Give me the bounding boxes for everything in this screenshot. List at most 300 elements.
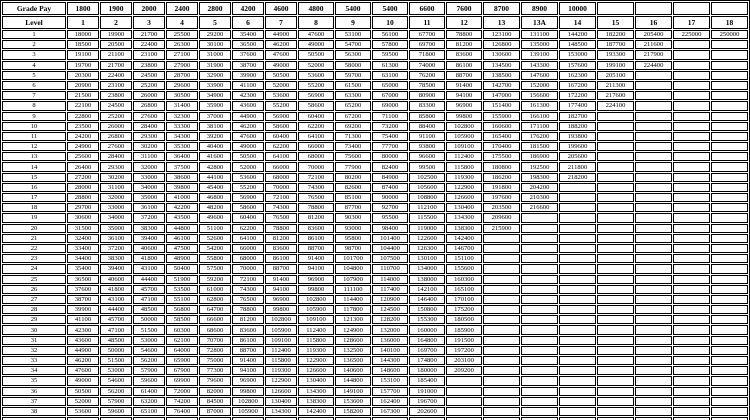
pay-cell bbox=[521, 407, 558, 416]
pay-cell bbox=[597, 183, 634, 192]
pay-cell: 76500 bbox=[265, 213, 297, 222]
table-row bbox=[2, 325, 748, 334]
pay-cell bbox=[521, 387, 558, 396]
pay-cell: 33400 bbox=[67, 244, 99, 253]
row-index: 38 bbox=[2, 407, 66, 416]
pay-cell: 57900 bbox=[100, 397, 132, 406]
row-index: 10 bbox=[2, 122, 66, 131]
pay-cell: 180800 bbox=[483, 162, 520, 171]
pay-cell: 38300 bbox=[133, 224, 165, 233]
pay-cell: 73200 bbox=[372, 122, 408, 131]
pay-cell: 132000 bbox=[372, 325, 408, 334]
pay-cell bbox=[559, 315, 596, 324]
pay-cell: 31100 bbox=[100, 183, 132, 192]
pay-cell: 83300 bbox=[409, 101, 445, 110]
pay-cell: 42200 bbox=[166, 203, 198, 212]
grade-pay-value bbox=[597, 2, 634, 15]
pay-cell: 50000 bbox=[133, 315, 165, 324]
pay-cell bbox=[597, 162, 634, 171]
pay-cell bbox=[711, 234, 748, 243]
pay-cell: 33000 bbox=[100, 203, 132, 212]
row-index: 27 bbox=[2, 295, 66, 304]
pay-cell bbox=[483, 397, 520, 406]
pay-cell: 37600 bbox=[67, 285, 99, 294]
pay-cell: 38300 bbox=[100, 254, 132, 263]
pay-cell: 81200 bbox=[298, 213, 334, 222]
pay-cell: 53100 bbox=[335, 30, 371, 39]
pay-cell: 88400 bbox=[409, 122, 445, 131]
pay-cell bbox=[635, 346, 672, 355]
pay-cell bbox=[483, 407, 520, 416]
level-value: 15 bbox=[597, 16, 634, 29]
pay-cell: 46200 bbox=[232, 122, 264, 131]
pay-cell: 43100 bbox=[100, 295, 132, 304]
pay-cell: 74300 bbox=[298, 183, 334, 192]
pay-cell: 25200 bbox=[133, 81, 165, 90]
pay-cell: 80900 bbox=[409, 91, 445, 100]
pay-cell bbox=[521, 315, 558, 324]
pay-cell: 105900 bbox=[265, 325, 297, 334]
pay-cell: 156600 bbox=[521, 91, 558, 100]
pay-cell: 28700 bbox=[166, 71, 198, 80]
pay-cell bbox=[711, 50, 748, 59]
pay-cell: 21100 bbox=[100, 50, 132, 59]
pay-cell: 101700 bbox=[335, 254, 371, 263]
pay-cell: 68000 bbox=[232, 254, 264, 263]
pay-cell: 99500 bbox=[409, 162, 445, 171]
pay-cell: 52000 bbox=[298, 61, 334, 70]
pay-cell: 69700 bbox=[409, 40, 445, 49]
pay-cell: 78500 bbox=[409, 81, 445, 90]
pay-cell: 119000 bbox=[409, 224, 445, 233]
pay-cell: 83600 bbox=[446, 50, 482, 59]
pay-cell: 211800 bbox=[559, 162, 596, 171]
pay-cell bbox=[673, 61, 710, 70]
pay-cell bbox=[483, 366, 520, 375]
pay-cell: 66000 bbox=[232, 244, 264, 253]
grade-pay-value: 7600 bbox=[446, 2, 482, 15]
pay-cell: 177400 bbox=[559, 101, 596, 110]
pay-cell: 105900 bbox=[298, 305, 334, 314]
pay-cell: 107900 bbox=[335, 275, 371, 284]
pay-cell: 65900 bbox=[166, 356, 198, 365]
pay-cell: 44100 bbox=[199, 173, 231, 182]
pay-cell: 70700 bbox=[199, 336, 231, 345]
pay-cell: 166100 bbox=[521, 112, 558, 121]
pay-cell: 91400 bbox=[298, 254, 334, 263]
pay-cell: 36100 bbox=[133, 203, 165, 212]
pay-cell: 42800 bbox=[199, 162, 231, 171]
pay-cell: 46200 bbox=[265, 40, 297, 49]
level-value: 13A bbox=[521, 16, 558, 29]
table-row bbox=[2, 387, 748, 396]
pay-cell bbox=[597, 325, 634, 334]
pay-cell: 31500 bbox=[67, 224, 99, 233]
pay-cell: 216600 bbox=[521, 203, 558, 212]
pay-cell: 23800 bbox=[100, 91, 132, 100]
level-value: 9 bbox=[335, 16, 371, 29]
pay-cell: 72100 bbox=[232, 275, 264, 284]
pay-cell: 209200 bbox=[446, 366, 482, 375]
pay-cell: 81200 bbox=[232, 315, 264, 324]
pay-cell: 93000 bbox=[335, 224, 371, 233]
pay-cell: 193800 bbox=[559, 132, 596, 141]
table-row bbox=[2, 142, 748, 151]
pay-cell: 60300 bbox=[166, 325, 198, 334]
pay-cell: 197200 bbox=[446, 346, 482, 355]
pay-cell: 82600 bbox=[335, 183, 371, 192]
pay-cell bbox=[521, 285, 558, 294]
pay-cell bbox=[635, 254, 672, 263]
pay-cell: 250000 bbox=[711, 30, 748, 39]
pay-cell bbox=[559, 407, 596, 416]
pay-cell: 160000 bbox=[409, 325, 445, 334]
pay-cell bbox=[635, 224, 672, 233]
pay-cell bbox=[711, 81, 748, 90]
pay-cell bbox=[483, 315, 520, 324]
pay-cell: 199600 bbox=[559, 142, 596, 151]
pay-cell: 71100 bbox=[372, 112, 408, 121]
pay-cell: 130100 bbox=[409, 254, 445, 263]
pay-cell: 62200 bbox=[232, 224, 264, 233]
pay-cell bbox=[559, 346, 596, 355]
pay-cell: 53600 bbox=[265, 91, 297, 100]
pay-cell: 182700 bbox=[559, 112, 596, 121]
table-row bbox=[2, 132, 748, 141]
pay-cell: 211600 bbox=[635, 40, 672, 49]
row-index: 17 bbox=[2, 193, 66, 202]
pay-cell: 102500 bbox=[409, 173, 445, 182]
pay-cell: 62800 bbox=[199, 295, 231, 304]
pay-cell: 30600 bbox=[67, 213, 99, 222]
pay-cell: 24200 bbox=[67, 132, 99, 141]
pay-cell bbox=[711, 336, 748, 345]
pay-cell: 174800 bbox=[409, 356, 445, 365]
pay-cell: 86100 bbox=[446, 61, 482, 70]
pay-cell bbox=[521, 376, 558, 385]
pay-cell bbox=[711, 162, 748, 171]
pay-cell: 36500 bbox=[232, 40, 264, 49]
pay-cell: 112100 bbox=[409, 203, 445, 212]
pay-cell: 32300 bbox=[166, 112, 198, 121]
grade-pay-value: 1800 bbox=[67, 2, 99, 15]
pay-cell: 119300 bbox=[298, 346, 334, 355]
pay-cell: 41100 bbox=[232, 81, 264, 90]
pay-cell: 22800 bbox=[67, 112, 99, 121]
pay-cell: 167200 bbox=[559, 81, 596, 90]
pay-cell bbox=[673, 81, 710, 90]
pay-cell: 39400 bbox=[100, 264, 132, 273]
row-index: 28 bbox=[2, 305, 66, 314]
pay-cell bbox=[711, 193, 748, 202]
pay-cell: 30100 bbox=[199, 40, 231, 49]
pay-cell bbox=[597, 122, 634, 131]
pay-cell: 37500 bbox=[166, 162, 198, 171]
pay-cell: 130400 bbox=[446, 203, 482, 212]
pay-cell: 126600 bbox=[298, 366, 334, 375]
pay-cell bbox=[597, 224, 634, 233]
pay-cell bbox=[673, 71, 710, 80]
pay-cell: 199100 bbox=[597, 61, 634, 70]
table-row bbox=[2, 162, 748, 171]
pay-cell bbox=[559, 305, 596, 314]
pay-cell: 57900 bbox=[133, 366, 165, 375]
pay-cell: 20300 bbox=[67, 71, 99, 80]
pay-cell bbox=[673, 112, 710, 121]
pay-cell: 138300 bbox=[298, 397, 334, 406]
table-row bbox=[2, 397, 748, 406]
pay-cell: 62200 bbox=[265, 142, 297, 151]
pay-cell: 59600 bbox=[100, 407, 132, 416]
pay-cell: 49000 bbox=[298, 40, 334, 49]
pay-cell: 44400 bbox=[100, 305, 132, 314]
pay-cell: 102800 bbox=[446, 122, 482, 131]
pay-cell: 81200 bbox=[265, 234, 297, 243]
pay-cell: 66000 bbox=[265, 162, 297, 171]
pay-cell: 47600 bbox=[232, 132, 264, 141]
pay-cell: 128200 bbox=[372, 315, 408, 324]
pay-cell bbox=[635, 122, 672, 131]
pay-cell: 44900 bbox=[67, 346, 99, 355]
row-index: 6 bbox=[2, 81, 66, 90]
pay-cell bbox=[559, 244, 596, 253]
pay-cell: 72100 bbox=[298, 173, 334, 182]
pay-cell: 80000 bbox=[372, 152, 408, 161]
pay-cell bbox=[446, 397, 482, 406]
pay-cell bbox=[559, 193, 596, 202]
pay-cell bbox=[673, 407, 710, 416]
pay-cell: 98700 bbox=[335, 244, 371, 253]
pay-cell: 44900 bbox=[265, 30, 297, 39]
row-index: 25 bbox=[2, 275, 66, 284]
pay-cell bbox=[483, 254, 520, 263]
row-index: 5 bbox=[2, 71, 66, 80]
table-row bbox=[2, 71, 748, 80]
pay-cell: 85800 bbox=[409, 112, 445, 121]
pay-cell bbox=[597, 173, 634, 182]
pay-cell: 39200 bbox=[199, 132, 231, 141]
pay-cell: 21700 bbox=[100, 61, 132, 70]
pay-cell: 126800 bbox=[483, 40, 520, 49]
pay-cell bbox=[711, 285, 748, 294]
pay-cell bbox=[673, 173, 710, 182]
pay-cell: 96900 bbox=[265, 295, 297, 304]
pay-cell: 73400 bbox=[335, 142, 371, 151]
pay-cell: 35300 bbox=[166, 142, 198, 151]
pay-cell: 58600 bbox=[265, 122, 297, 131]
pay-cell: 130400 bbox=[298, 376, 334, 385]
pay-cell bbox=[635, 387, 672, 396]
pay-cell bbox=[483, 234, 520, 243]
pay-cell bbox=[521, 325, 558, 334]
pay-cell bbox=[635, 173, 672, 182]
pay-cell: 169700 bbox=[409, 346, 445, 355]
row-index: 37 bbox=[2, 397, 66, 406]
pay-cell: 218200 bbox=[559, 173, 596, 182]
pay-cell bbox=[711, 366, 748, 375]
pay-cell: 46100 bbox=[166, 234, 198, 243]
pay-cell bbox=[483, 336, 520, 345]
table-row bbox=[2, 173, 748, 182]
pay-cell: 44800 bbox=[166, 224, 198, 233]
grade-pay-value: 8900 bbox=[521, 2, 558, 15]
pay-cell: 186900 bbox=[521, 152, 558, 161]
pay-cell: 82400 bbox=[372, 162, 408, 171]
pay-cell: 25600 bbox=[67, 152, 99, 161]
pay-cell bbox=[597, 397, 634, 406]
pay-cell: 193300 bbox=[597, 50, 634, 59]
level-value: 5 bbox=[199, 16, 231, 29]
pay-cell: 34900 bbox=[199, 91, 231, 100]
pay-cell: 49600 bbox=[199, 213, 231, 222]
grade-pay-value: 4600 bbox=[265, 2, 297, 15]
pay-cell: 147600 bbox=[521, 71, 558, 80]
pay-cell: 172200 bbox=[559, 91, 596, 100]
pay-cell bbox=[635, 264, 672, 273]
pay-cell: 37200 bbox=[133, 213, 165, 222]
pay-cell bbox=[673, 162, 710, 171]
pay-cell bbox=[521, 264, 558, 273]
grade-pay-value: 10000 bbox=[559, 2, 596, 15]
pay-cell: 56200 bbox=[100, 387, 132, 396]
pay-cell: 122600 bbox=[409, 234, 445, 243]
pay-cell bbox=[635, 91, 672, 100]
pay-cell: 41800 bbox=[133, 254, 165, 263]
grade-pay-value bbox=[635, 2, 672, 15]
grade-pay-value: 1900 bbox=[100, 2, 132, 15]
pay-cell bbox=[483, 295, 520, 304]
pay-cell: 134300 bbox=[446, 213, 482, 222]
pay-cell: 22100 bbox=[67, 101, 99, 110]
row-index: 14 bbox=[2, 162, 66, 171]
pay-cell: 99800 bbox=[265, 305, 297, 314]
pay-cell: 55800 bbox=[199, 254, 231, 263]
pay-cell: 32000 bbox=[100, 193, 132, 202]
pay-cell: 41600 bbox=[199, 152, 231, 161]
pay-cell bbox=[521, 275, 558, 284]
level-value: 10 bbox=[372, 16, 408, 29]
pay-cell: 198300 bbox=[521, 173, 558, 182]
pay-cell bbox=[635, 142, 672, 151]
table-row bbox=[2, 203, 748, 212]
pay-cell: 117400 bbox=[372, 285, 408, 294]
pay-cell bbox=[559, 203, 596, 212]
pay-cell bbox=[635, 132, 672, 141]
pay-cell: 56300 bbox=[335, 50, 371, 59]
pay-cell: 102800 bbox=[298, 295, 334, 304]
level-value: 2 bbox=[100, 16, 132, 29]
pay-cell bbox=[635, 356, 672, 365]
pay-cell: 117800 bbox=[335, 305, 371, 314]
pay-cell bbox=[635, 213, 672, 222]
level-value: 14 bbox=[559, 16, 596, 29]
level-value: 8 bbox=[298, 16, 334, 29]
pay-cell: 109100 bbox=[446, 142, 482, 151]
pay-cell: 161300 bbox=[521, 101, 558, 110]
pay-cell bbox=[597, 213, 634, 222]
pay-cell bbox=[711, 132, 748, 141]
level-row bbox=[2, 16, 748, 29]
pay-cell: 130600 bbox=[483, 50, 520, 59]
table-row bbox=[2, 224, 748, 233]
pay-cell: 88700 bbox=[446, 71, 482, 80]
pay-cell bbox=[673, 91, 710, 100]
row-index: 22 bbox=[2, 244, 66, 253]
pay-cell: 31100 bbox=[133, 152, 165, 161]
pay-cell: 84500 bbox=[199, 397, 231, 406]
pay-cell: 162400 bbox=[372, 397, 408, 406]
pay-cell: 56900 bbox=[298, 91, 334, 100]
pay-cell: 84900 bbox=[372, 173, 408, 182]
pay-cell: 64100 bbox=[232, 234, 264, 243]
pay-cell: 126300 bbox=[409, 244, 445, 253]
row-index: 26 bbox=[2, 285, 66, 294]
row-index: 13 bbox=[2, 152, 66, 161]
pay-cell: 30200 bbox=[100, 173, 132, 182]
pay-cell: 27200 bbox=[67, 173, 99, 182]
pay-cell bbox=[673, 213, 710, 222]
pay-cell: 47600 bbox=[298, 30, 334, 39]
pay-cell: 51900 bbox=[166, 275, 198, 284]
pay-cell: 144300 bbox=[372, 356, 408, 365]
row-index: 8 bbox=[2, 101, 66, 110]
pay-cell bbox=[483, 285, 520, 294]
pay-cell: 114000 bbox=[372, 275, 408, 284]
pay-cell bbox=[597, 315, 634, 324]
pay-cell bbox=[559, 183, 596, 192]
pay-cell: 83600 bbox=[232, 325, 264, 334]
table-row bbox=[2, 81, 748, 90]
pay-cell: 99800 bbox=[298, 285, 334, 294]
matrix-header bbox=[2, 2, 748, 29]
pay-cell bbox=[711, 91, 748, 100]
pay-cell: 104400 bbox=[372, 244, 408, 253]
pay-cell: 182200 bbox=[597, 30, 634, 39]
pay-cell: 23500 bbox=[67, 122, 99, 131]
pay-cell bbox=[483, 346, 520, 355]
pay-cell bbox=[559, 376, 596, 385]
pay-cell: 27600 bbox=[133, 112, 165, 121]
table-row bbox=[2, 234, 748, 243]
pay-cell: 205100 bbox=[597, 71, 634, 80]
pay-cell: 55200 bbox=[298, 81, 334, 90]
table-row bbox=[2, 356, 748, 365]
pay-cell: 67700 bbox=[409, 30, 445, 39]
pay-cell bbox=[446, 387, 482, 396]
pay-cell: 55200 bbox=[265, 101, 297, 110]
pay-cell: 94100 bbox=[446, 91, 482, 100]
pay-cell bbox=[711, 346, 748, 355]
pay-cell: 30500 bbox=[166, 91, 198, 100]
pay-cell: 41000 bbox=[166, 193, 198, 202]
pay-cell: 51500 bbox=[133, 325, 165, 334]
grade-pay-value: 4200 bbox=[232, 2, 264, 15]
pay-cell: 31400 bbox=[166, 101, 198, 110]
pay-cell: 70000 bbox=[298, 162, 334, 171]
pay-cell bbox=[597, 346, 634, 355]
pay-cell bbox=[635, 203, 672, 212]
pay-cell: 53500 bbox=[166, 285, 198, 294]
grade-pay-value: 2000 bbox=[133, 2, 165, 15]
pay-cell: 28400 bbox=[133, 122, 165, 131]
pay-cell: 87400 bbox=[372, 183, 408, 192]
pay-cell bbox=[673, 305, 710, 314]
pay-cell: 83600 bbox=[265, 244, 297, 253]
pay-cell: 23800 bbox=[133, 61, 165, 70]
pay-cell bbox=[559, 234, 596, 243]
pay-cell: 170100 bbox=[446, 295, 482, 304]
pay-cell bbox=[597, 234, 634, 243]
